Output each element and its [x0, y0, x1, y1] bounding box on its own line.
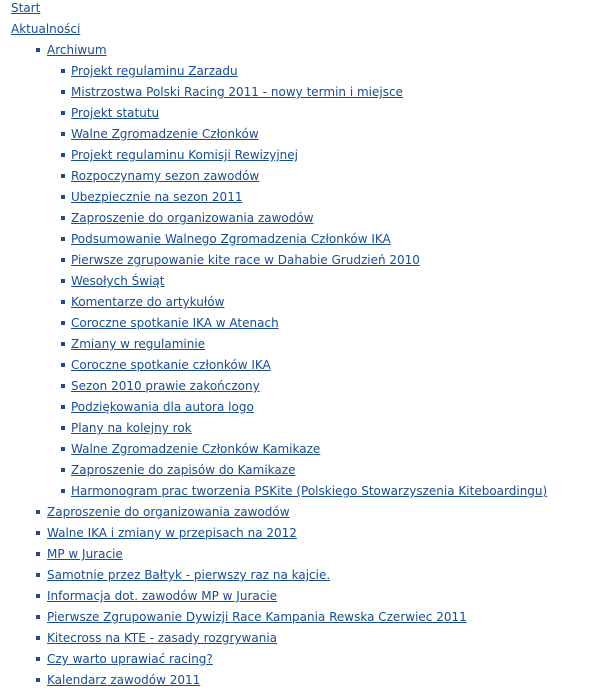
list-item — [47, 609, 467, 630]
nav-link[interactable]: Czy warto uprawiać racing? — [47, 652, 213, 666]
list-item — [47, 630, 277, 651]
nav-link[interactable]: Zmiany w regulaminie — [71, 337, 206, 351]
list-item — [71, 273, 165, 294]
list-item — [71, 336, 205, 357]
nav-link[interactable]: Coroczne spotkanie członków IKA — [71, 358, 271, 372]
bullet-icon — [36, 678, 40, 682]
nav-link[interactable]: Projekt regulaminu Zarzadu — [71, 64, 238, 78]
list-item — [71, 441, 320, 462]
bullet-icon — [61, 300, 65, 304]
bullet-icon — [61, 489, 65, 493]
nav-link[interactable]: Zaproszenie do zapisów do Kamikaze — [71, 463, 296, 477]
nav-link[interactable]: Podziękowania dla autora logo — [71, 400, 254, 414]
nav-link[interactable]: Rozpoczynamy sezon zawodów — [71, 169, 260, 183]
list-item — [71, 105, 159, 126]
bullet-icon — [36, 594, 40, 598]
bullet-icon — [61, 363, 65, 367]
bullet-icon — [36, 531, 40, 535]
nav-link[interactable]: Projekt regulaminu Komisji Rewizyjnej — [71, 148, 298, 162]
nav-link[interactable]: Coroczne spotkanie IKA w Atenach — [71, 316, 279, 330]
nav-link[interactable]: Kalendarz zawodów 2011 — [47, 673, 201, 687]
bullet-icon — [61, 216, 65, 220]
list-item — [47, 651, 213, 672]
nav-link[interactable]: MP w Juracie — [47, 547, 123, 561]
bullet-icon — [61, 258, 65, 262]
bullet-icon — [61, 426, 65, 430]
bullet-icon — [61, 174, 65, 178]
nav-item-archiwum — [47, 42, 107, 63]
list-item — [71, 399, 254, 420]
nav-link[interactable]: Samotnie przez Bałtyk - pierwszy raz na kajcie. — [47, 568, 331, 582]
list-item — [47, 525, 297, 546]
list-item — [71, 462, 295, 483]
bullet-icon — [61, 90, 65, 94]
list-item — [47, 588, 277, 609]
nav-link[interactable]: Walne Zgromadzenie Członków — [71, 127, 259, 141]
bullet-icon — [36, 510, 40, 514]
bullet-icon — [61, 69, 65, 73]
list-item — [71, 63, 238, 84]
list-item — [71, 357, 271, 378]
nav-link[interactable]: Walne IKA i zmiany w przepisach na 2012 — [47, 526, 297, 540]
nav-link[interactable]: Harmonogram prac tworzenia PSKite (Polskiego Stowarzyszenia Kiteboardingu) — [71, 484, 548, 498]
nav-link[interactable]: Sezon 2010 prawie zakończony — [71, 379, 260, 393]
nav-item-start — [11, 0, 40, 21]
list-item — [71, 252, 420, 273]
bullet-icon — [36, 657, 40, 661]
bullet-icon — [61, 237, 65, 241]
list-item — [71, 126, 259, 147]
nav-item-aktualnosci — [11, 21, 80, 42]
nav-link[interactable]: Plany na kolejny rok — [71, 421, 192, 435]
nav-link[interactable]: Walne Zgromadzenie Członków Kamikaze — [71, 442, 321, 456]
list-item — [47, 567, 330, 588]
bullet-icon — [61, 342, 65, 346]
bullet-icon — [61, 111, 65, 115]
list-item — [71, 84, 403, 105]
list-item — [47, 546, 123, 567]
list-item — [71, 294, 224, 315]
bullet-icon — [61, 405, 65, 409]
list-item — [71, 210, 314, 231]
bullet-icon — [61, 195, 65, 199]
bullet-icon — [61, 468, 65, 472]
bullet-icon — [61, 447, 65, 451]
list-item — [71, 168, 259, 189]
nav-link[interactable]: Ubezpiecznie na sezon 2011 — [71, 190, 243, 204]
nav-link[interactable]: Komentarze do artykułów — [71, 295, 225, 309]
nav-link-aktualnosci[interactable]: Aktualności — [11, 22, 81, 36]
nav-link[interactable]: Informacja dot. zawodów MP w Juracie — [47, 589, 278, 603]
list-item — [71, 483, 547, 504]
bullet-icon — [61, 153, 65, 157]
bullet-icon — [61, 279, 65, 283]
bullet-icon — [36, 552, 40, 556]
list-item — [71, 378, 260, 399]
nav-link[interactable]: Mistrzostwa Polski Racing 2011 - nowy termin i miejsce — [71, 85, 403, 99]
bullet-icon — [36, 48, 40, 52]
nav-link[interactable]: Wesołych Świąt — [71, 274, 165, 288]
bullet-icon — [36, 636, 40, 640]
list-item — [71, 420, 192, 441]
nav-link[interactable]: Pierwsze Zgrupowanie Dywizji Race Kampania Rewska Czerwiec 2011 — [47, 610, 467, 624]
bullet-icon — [61, 321, 65, 325]
nav-link[interactable]: Pierwsze zgrupowanie kite race w Dahabie Grudzień 2010 — [71, 253, 420, 267]
list-item — [47, 504, 290, 525]
bullet-icon — [36, 615, 40, 619]
nav-link[interactable]: Kitecross na KTE - zasady rozgrywania — [47, 631, 278, 645]
bullet-icon — [61, 132, 65, 136]
nav-link-archiwum[interactable]: Archiwum — [47, 43, 107, 57]
list-item — [47, 672, 200, 693]
nav-link[interactable]: Projekt statutu — [71, 106, 160, 120]
nav-link[interactable]: Podsumowanie Walnego Zgromadzenia Członków IKA — [71, 232, 391, 246]
bullet-icon — [61, 384, 65, 388]
list-item — [71, 231, 391, 252]
list-item — [71, 315, 279, 336]
list-item — [71, 189, 242, 210]
bullet-icon — [36, 573, 40, 577]
nav-link[interactable]: Zaproszenie do organizowania zawodów — [47, 505, 290, 519]
nav-link-start[interactable]: Start — [11, 1, 41, 15]
list-item — [71, 147, 298, 168]
nav-link[interactable]: Zaproszenie do organizowania zawodów — [71, 211, 314, 225]
